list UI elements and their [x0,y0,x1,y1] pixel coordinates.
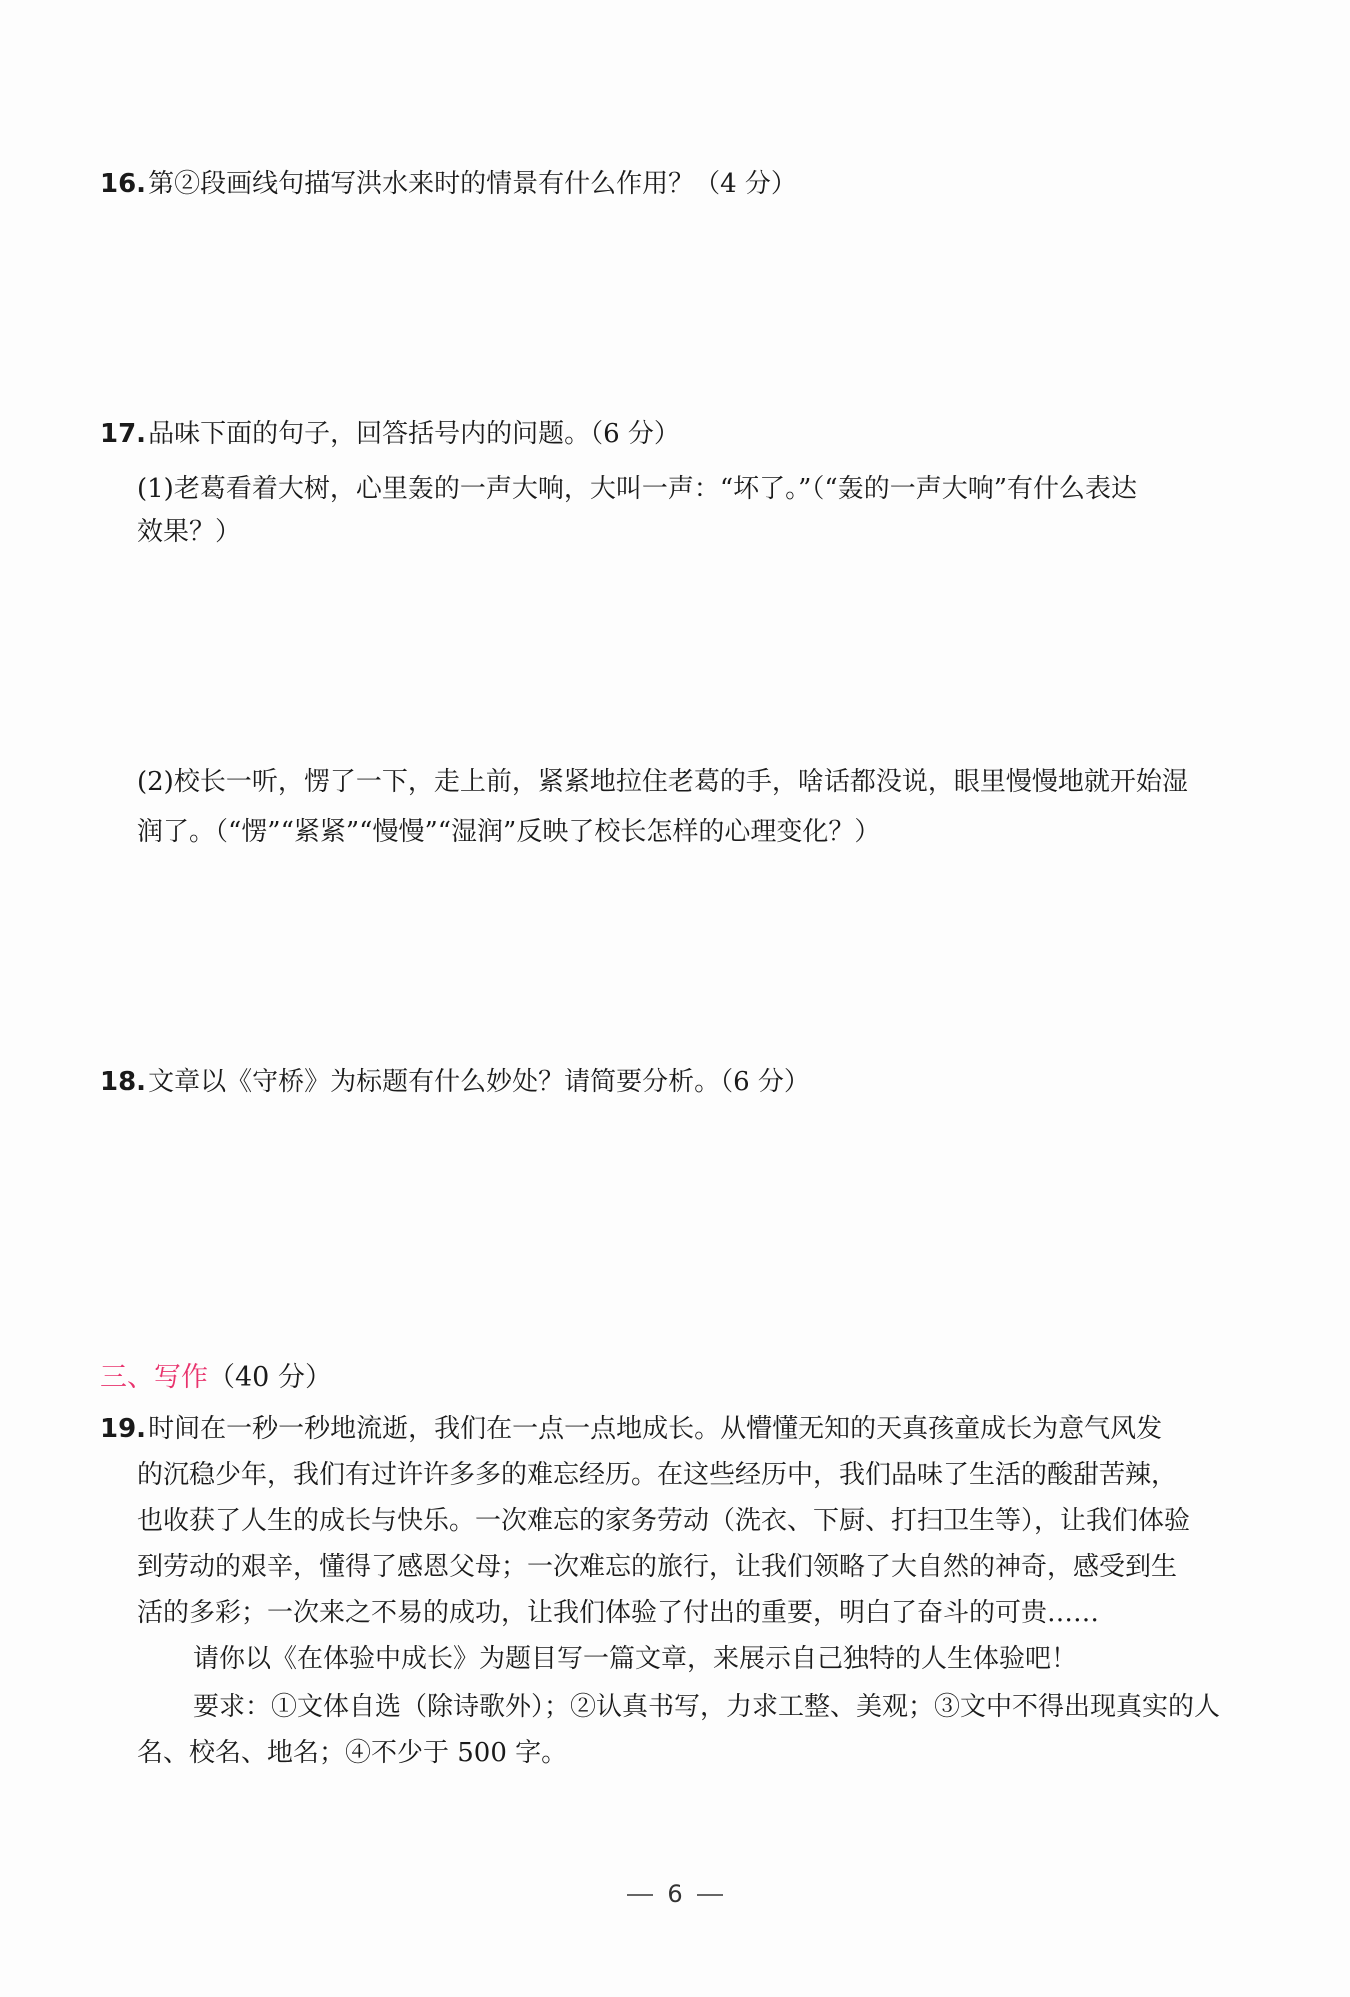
question-19-line-3: 也收获了人生的成长与快乐。一次难忘的家务劳动（洗衣、下厨、打扫卫生等），让我们体验 [137,1506,1191,1536]
question-19-line-4: 到劳动的艰辛，懂得了感恩父母；一次难忘的旅行，让我们领略了大自然的神奇，感受到生 [137,1552,1178,1582]
dash-left [627,1894,653,1896]
question-number: 18. [100,1067,147,1097]
sub-question-1-line-1: (1)老葛看着大树，心里轰的一声大响，大叫一声：“坏了。”（“轰的一声大响”有什么表达 [137,474,1137,504]
section-title-score: （40 分） [208,1362,332,1393]
sub-question-1-line-2: 效果？） [137,517,242,547]
question-text: 时间在一秒一秒地流逝，我们在一点一点地成长。从懵懂无知的天真孩童成长为意气风发 [148,1414,1163,1444]
sub-question-2-line-2: 润了。（“愣”“紧紧”“慢慢”“湿润”反映了校长怎样的心理变化？） [137,817,881,847]
essay-requirements-line-2: 名、校名、地名；④不少于 500 字。 [137,1738,568,1768]
question-text: 第②段画线句描写洪水来时的情景有什么作用？（4 分） [148,169,797,199]
question-number: 17. [100,419,147,449]
question-19-line-2: 的沉稳少年，我们有过许许多多的难忘经历。在这些经历中，我们品味了生活的酸甜苦辣， [137,1460,1178,1490]
question-19-line-5: 活的多彩；一次来之不易的成功，让我们体验了付出的重要，明白了奋斗的可贵…… [137,1598,1100,1628]
question-text: 文章以《守桥》为标题有什么妙处？请简要分析。（6 分） [148,1067,810,1097]
sub-question-2-line-1: (2)校长一听，愣了一下，走上前，紧紧地拉住老葛的手，啥话都没说，眼里慢慢地就开始湿 [137,767,1188,797]
dash-right [697,1894,723,1896]
question-17 [100,414,1280,454]
essay-prompt: 请你以《在体验中成长》为题目写一篇文章，来展示自己独特的人生体验吧！ [193,1644,1078,1674]
page-number [0,1880,1350,1908]
page-number-text: 6 [667,1880,683,1908]
essay-requirements-line-1: 要求：①文体自选（除诗歌外）；②认真书写，力求工整、美观；③文中不得出现真实的人 [193,1692,1221,1722]
question-text: 品味下面的句子，回答括号内的问题。（6 分） [148,419,680,449]
question-number: 16. [100,169,147,199]
question-16 [100,164,1280,204]
question-19-line-1 [100,1409,1240,1449]
question-number: 19. [100,1414,147,1444]
section-title-label: 三、写作 [100,1362,208,1393]
question-18 [100,1062,1280,1102]
section-title [100,1358,332,1398]
